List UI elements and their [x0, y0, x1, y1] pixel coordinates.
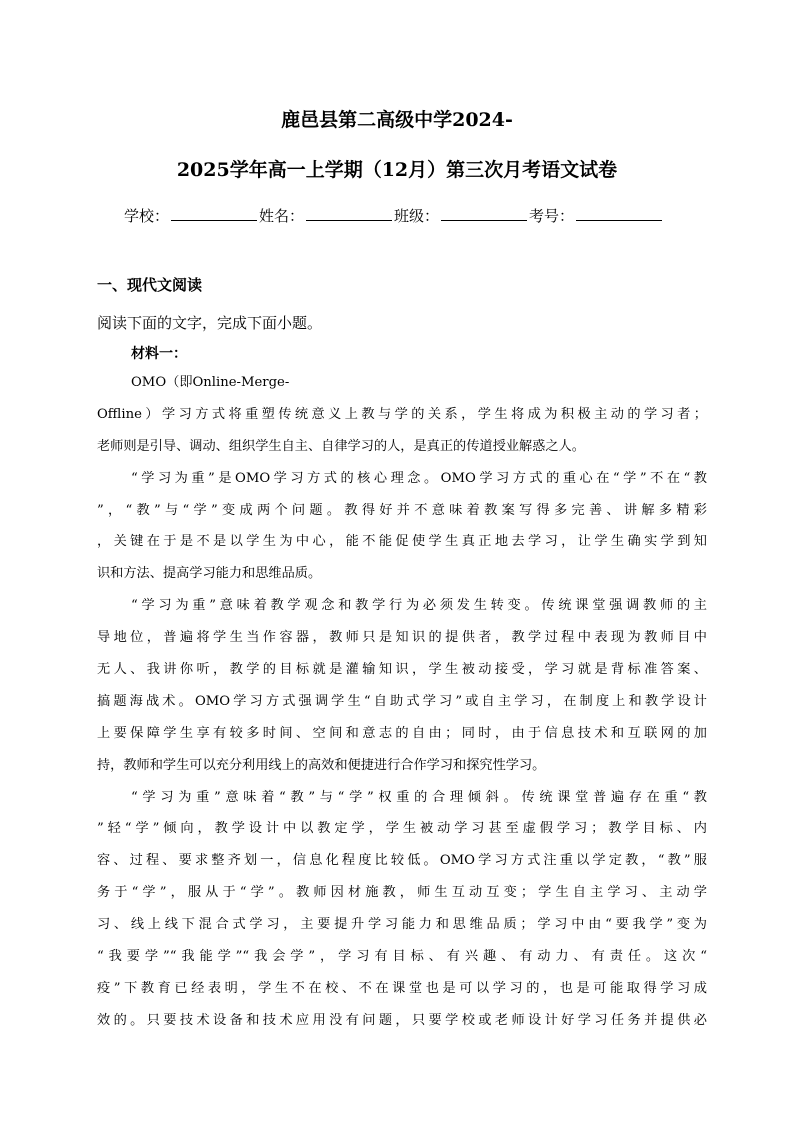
paragraph-line: 持，教师和学生可以充分利用线上的高效和便捷进行合作学习和探究性学习。	[97, 757, 546, 773]
paragraph-line: 效的。只要技术设备和技术应用没有问题，只要学校或老师设计好学习任务并提供必	[97, 1012, 707, 1028]
exam-number-blank[interactable]	[576, 206, 662, 221]
school-field	[124, 205, 259, 226]
class-label: 班级：	[394, 207, 440, 225]
paragraph-line: 上要保障学生享有较多时间、空间和意志的自由；同时，由于信息技术和互联网的加	[97, 725, 707, 741]
paragraph-line: ”，“教”与“学”变成两个问题。教得好并不意味着教案写得多完善、讲解多精彩	[97, 502, 707, 518]
class-blank[interactable]	[441, 206, 527, 221]
paragraph-line: 老师则是引导、调动、组织学生自主、自律学习的人，是真正的传道授业解惑之人。	[97, 438, 585, 454]
paragraph-line: 搞题海战术。OMO学习方式强调学生“自助式学习”或自主学习，在制度上和教学设计	[97, 693, 707, 709]
paragraph-line: 容、过程、要求整齐划一，信息化程度比较低。OMO学习方式注重以学定教，“教”服	[97, 853, 707, 869]
name-field	[259, 205, 394, 226]
name-blank[interactable]	[306, 206, 392, 221]
paragraph-line: ”轻“学”倾向，教学设计中以教定学，学生被动学习甚至虚假学习；教学目标、内	[97, 821, 707, 837]
school-label: 学校：	[124, 207, 170, 225]
passage-body	[97, 367, 707, 1037]
exam-number-field	[529, 205, 664, 226]
section-heading: 一、现代文阅读	[97, 276, 203, 294]
paragraph-line: 务于“学”，服从于“学”。教师因材施教，师生互动互变；学生自主学习、主动学	[97, 885, 707, 901]
paragraph-line: 疫”下教育已经表明，学生不在校、不在课堂也是可以学习的，也是可能取得学习成	[97, 980, 707, 996]
paragraph-line: 无人、我讲你听，教学的目标就是灌输知识，学生被动接受，学习就是背标准答案、	[97, 662, 707, 678]
paragraph-line: “学习为重”意味着教学观念和教学行为必须发生转变。传统课堂强调教师的主	[131, 598, 707, 614]
paragraph-line: OMO（即Online-Merge-	[131, 375, 290, 390]
paragraph-line: Offline）学习方式将重塑传统意义上教与学的关系，学生将成为积极主动的学习者；	[97, 406, 707, 422]
exam-title-line-1: 鹿邑县第二高级中学2024-	[281, 109, 513, 131]
paragraph-line: ，关键在于是不是以学生为中心，能不能促使学生真正地去学习，让学生确实学到知	[97, 534, 707, 550]
exam-title-line-2: 2025学年高一上学期（12月）第三次月考语文试卷	[176, 159, 618, 181]
exam-number-label: 考号：	[529, 207, 575, 225]
reading-instruction: 阅读下面的文字，完成下面小题。	[97, 314, 323, 332]
class-field	[394, 205, 529, 226]
paragraph-line: “学习为重”是OMO学习方式的核心理念。OMO学习方式的重心在“学”不在“教	[131, 470, 707, 486]
paragraph-line: 习、线上线下混合式学习，主要提升学习能力和思维品质；学习中由“要我学”变为	[97, 917, 707, 933]
paragraph-line: 识和方法、提高学习能力和思维品质。	[97, 566, 322, 582]
paragraph-line: 导地位，普遍将学生当作容器，教师只是知识的提供者，教学过程中表现为教师目中	[97, 630, 707, 646]
paragraph-line: “我要学”“我能学”“我会学”，学习有目标、有兴趣、有动力、有责任。这次“	[97, 949, 707, 965]
student-info-fields	[124, 205, 664, 226]
name-label: 姓名：	[259, 207, 305, 225]
material-label: 材料一：	[131, 346, 187, 362]
school-blank[interactable]	[171, 206, 257, 221]
paragraph-line: “学习为重”意味着“教”与“学”权重的合理倾斜。传统课堂普遍存在重“教	[131, 789, 707, 805]
